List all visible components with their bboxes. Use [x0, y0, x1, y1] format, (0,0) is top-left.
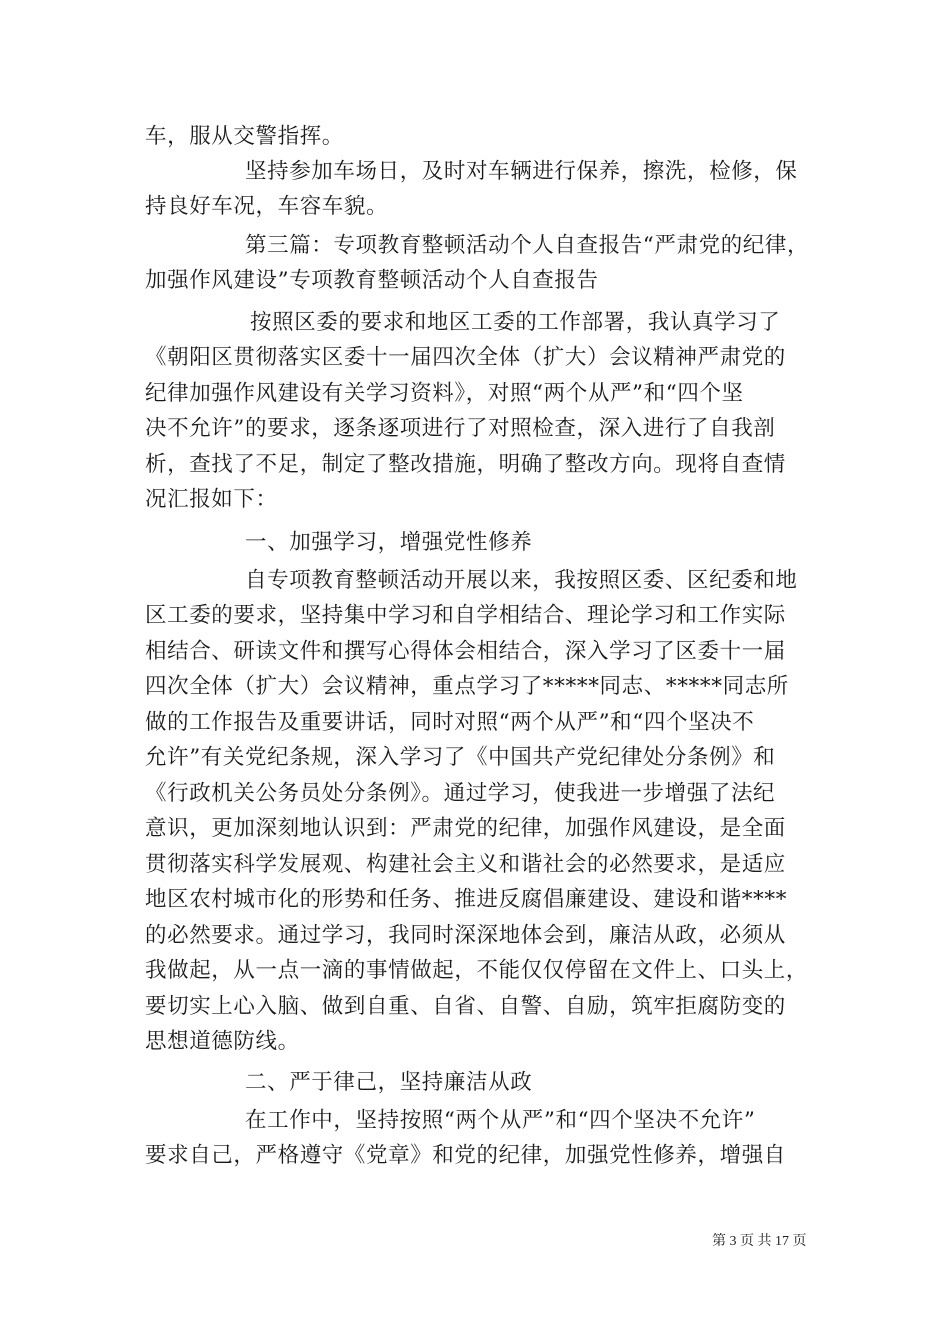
- section-heading: 加强作风建设”专项教育整顿活动个人自查报告: [145, 268, 599, 293]
- text-line: 区工委的要求，坚持集中学习和自学相结合、理论学习和工作实际: [145, 603, 786, 628]
- text-line: 要切实上心入脑、做到自重、自省、自警、自励，筑牢拒腐防变的: [145, 994, 786, 1019]
- text-line: 车，服从交警指挥。: [145, 124, 344, 149]
- text-line: 四次全体（扩大）会议精神，重点学习了*****同志、*****同志所: [145, 674, 789, 699]
- text-line: 思想道德防线。: [145, 1029, 300, 1054]
- text-line: 做的工作报告及重要讲话，同时对照“两个从严”和“四个坚决不: [145, 710, 755, 735]
- text-line: 地区农村城市化的形势和任务、推进反腐倡廉建设、建设和谐****: [145, 887, 788, 912]
- section-heading: 第三篇：专项教育整顿活动个人自查报告“严肃党的纪律，: [245, 233, 810, 258]
- text-line: 《朝阳区贯彻落实区委十一届四次全体（扩大）会议精神严肃党的: [145, 345, 786, 370]
- text-line: 贯彻落实科学发展观、构建社会主义和谐社会的必然要求，是适应: [145, 852, 786, 877]
- text-line: 的必然要求。通过学习，我同时深深地体会到，廉洁从政，必须从: [145, 923, 786, 948]
- text-line: 允许”有关党纪条规，深入学习了《中国共产党纪律处分条例》和: [145, 745, 776, 770]
- subheading: 一、加强学习，增强党性修养: [245, 530, 533, 555]
- text-line: 意识，更加深刻地认识到：严肃党的纪律，加强作风建设，是全面: [145, 816, 786, 841]
- text-line: 况汇报如下：: [145, 487, 278, 512]
- text-line: 按照区委的要求和地区工委的工作部署，我认真学习了: [250, 310, 781, 335]
- subheading: 二、严于律己，坚持廉洁从政: [245, 1070, 533, 1095]
- text-line: 纪律加强作风建设有关学习资料》，对照“两个从严”和“四个坚: [145, 381, 744, 406]
- text-line: 在工作中，坚持按照“两个从严”和“四个坚决不允许”: [245, 1108, 756, 1133]
- text-line: 自专项教育整顿活动开展以来，我按照区委、区纪委和地: [245, 568, 798, 593]
- text-line: 坚持参加车场日，及时对车辆进行保养，擦洗，检修，保: [245, 159, 798, 184]
- text-line: 析，查找了不足，制定了整改措施，明确了整改方向。现将自查情: [145, 452, 786, 477]
- text-line: 相结合、研读文件和撰写心得体会相结合，深入学习了区委十一届: [145, 639, 786, 664]
- text-line: 持良好车况，车容车貌。: [145, 194, 389, 219]
- text-line: 《行政机关公务员处分条例》。通过学习，使我进一步增强了法纪: [145, 781, 776, 806]
- text-line: 我做起，从一点一滴的事情做起，不能仅仅停留在文件上、口头上，: [145, 958, 809, 983]
- page-number-footer: 第 3 页 共 17 页: [712, 1234, 807, 1249]
- text-line: 决不允许”的要求，逐条逐项进行了对照检查，深入进行了自我剖: [145, 416, 776, 441]
- text-line: 要求自己，严格遵守《党章》和党的纪律，加强党性修养，增强自: [145, 1143, 786, 1168]
